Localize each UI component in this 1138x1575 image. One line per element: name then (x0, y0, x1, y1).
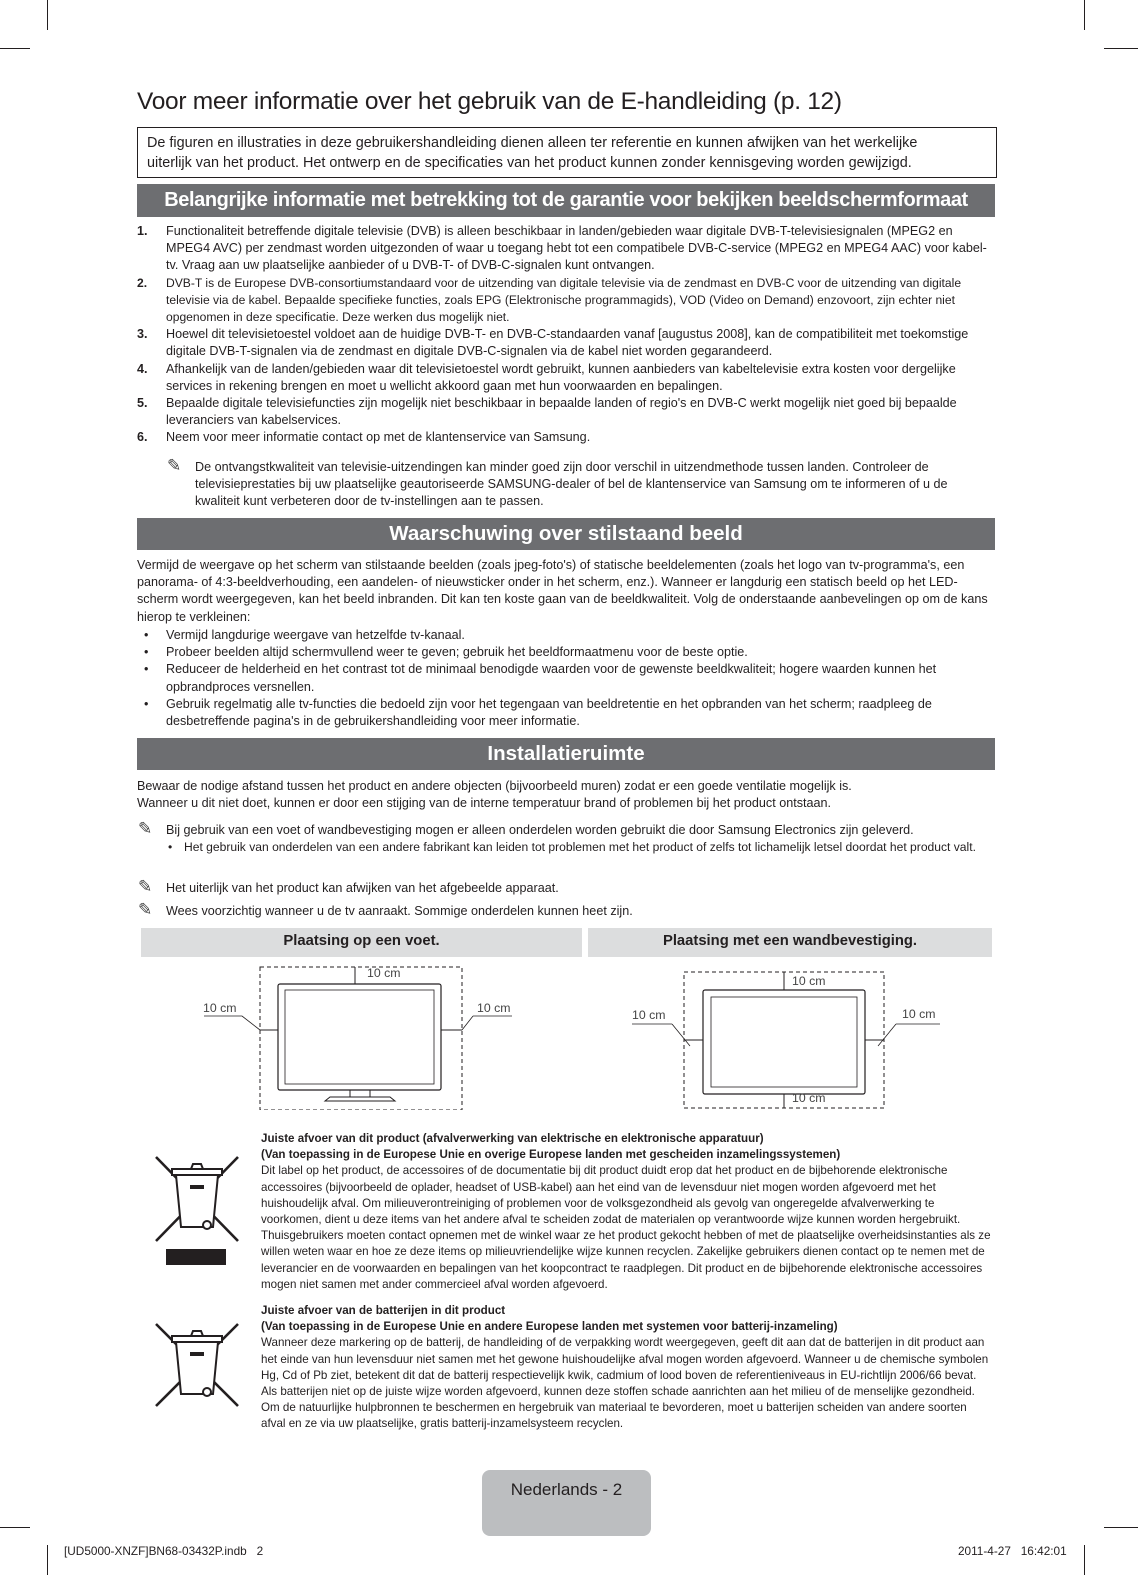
page-number-tab (482, 1470, 651, 1536)
list-item: 4. Afhankelijk van de landen/gebieden waar dit televisietoestel wordt gebruikt, kunnen aanbieders van kabeltelevisie extra kosten voor dergelijke services in rekening brengen en moet u wellicht akkoord gaan met hun voorwaarden en bepalingen. (137, 361, 956, 393)
dimension-label: 10 cm (792, 974, 826, 988)
crossed-out-battery-bin-icon (152, 1322, 244, 1408)
crop-mark (1104, 48, 1138, 49)
list-item: 5. Bepaalde digitale televisiefuncties zijn mogelijk niet beschikbaar in bepaalde landen of regio's en DVB-C werkt mogelijk niet goed bij bepaalde leveranciers van kabelservices. (137, 396, 957, 428)
warranty-note: ✎ De ontvangstkwaliteit van televisie-uitzendingen kan minder goed zijn door verschil in uitzendmethode tussen landen. Controleer de televisieprestaties bij uw plaatselijke geautoriseerde SAMSUNG-dealer of bel de klantenservice van Samsung om te informeren of u de kwaliteit kunt verbeteren door de tv-instellingen aan te passen. (167, 456, 948, 509)
tv-on-stand-illustration (190, 960, 560, 1110)
section-header-installation (137, 738, 995, 770)
still-image-intro: Vermijd de weergave op het scherm van stilstaande beelden (zoals jpeg-foto's) of statische beeldelementen (zoals het logo van tv-programma's, een panorama- of 4:3-beeldverhouding, een aandelen- of nieuwsticker onder in het scherm, enz.). Wanneer er langdurig een statisch beeld op het LED-scherm wordt weergegeven, kan het beeld inbranden. Dit kan ten koste gaan van de beeldkwaliteit. Volg de onderstaande aanbevelingen op om de kans hierop te verkleinen: (137, 558, 988, 624)
warranty-list (137, 223, 997, 447)
list-item: 2. DVB-T is de Europese DVB-consortiumstandaard voor de uitzending van digitale televisie via de zendmast en DVB-C voor de uitzending van digitale televisie via de kabel. Bepaalde specifieke functies, zoals EPG (Elektronische programmagids), VOD (Video on Demand) enzovoort, zijn echter niet opgenomen in deze specificatie. Deze werken dus mogelijk niet. (137, 275, 962, 325)
page-number: Nederlands - 2 (510, 1480, 623, 1499)
dimension-label: 10 cm (477, 1001, 511, 1015)
battery-disposal-text: Juiste afvoer van de batterijen in dit product (Van toepassing in de Europese Unie en andere Europese landen met systemen voor batterij-inzameling) Wanneer deze markering op de batterij, de handleiding of de verpakking wordt weergegeven, geeft dit aan dat de batterijen in dit product aan het einde van hun levensduur niet samen met het gewone huishoudelijke afval mogen worden afgevoerd. Wanneer u de chemische symbolen Hg, Cd of Pb ziet, betekent dit dat de batterij respectievelijk kwik, cadmium of lood boven de referentieniveaus in EU-richtlijn 2006/66 bevat. Als batterijen niet op de juiste wijze worden afgevoerd, kunnen deze stoffen schade aanrichten aan het milieu of de menselijke gezondheid. Om de natuurlijke hulpbronnen te beschermen en hergebruik van materiaal te bevorderen, moet u batterijen scheiden van andere soorten afval en ze via uw plaatselijke, gratis batterij-inzamelsysteem recyclen. (261, 1304, 989, 1431)
section-title: Waarschuwing over stilstaand beeld (389, 522, 743, 545)
product-disposal-text: Juiste afvoer van dit product (afvalverwerking van elektrische en elektronische apparatuur) (Van toepassing in de Europese Unie en overige Europese landen met gescheiden inzamelingssystemen) Dit label op het product, de accessoires of de documentatie bij dit product duidt erop dat het product en de bijbehorende elektronische accessoires (bijvoorbeeld de oplader, headset of USB-kabel) aan het eind van de levensduur niet mogen worden afgevoerd met het huishoudelijk afval. Om milieuverontreiniging of problemen voor de volksgezondheid als gevolg van ongeregelde afvalverwerking te voorkomen, dient u deze items van het andere afval te scheiden zodat de materialen op verantwoorde wijze kunnen worden hergebruikt. Thuisgebruikers moeten contact opnemen met de winkel waar ze het product gekocht hebben of met de plaatselijke overheidsinstanties als ze willen weten waar en hoe ze deze items op milieuvriendelijke wijze kunnen recyclen. Zakelijke gebruikers dienen contact op te nemen met de leverancier en de voorwaarden en bepalingen van het koopcontract te raadplegen. Dit product en de bijbehorende elektronische accessoires mogen niet samen met ander commercieel afval worden afgevoerd. (261, 1132, 991, 1291)
crop-mark (47, 1545, 48, 1575)
crop-mark (1104, 1527, 1138, 1528)
print-timestamp: 2011-4-27 16:42:01 (958, 1544, 1067, 1558)
section-header-warranty (137, 184, 995, 217)
crop-mark (47, 0, 48, 30)
section-title: Belangrijke informatie met betrekking tot de garantie voor bekijken beeldschermformaat (164, 189, 968, 211)
disclaimer-line: De figuren en illustraties in deze gebruikershandleiding dienen alleen ter referentie en kunnen afwijken van het werkelijke (147, 135, 918, 151)
dimension-label: 10 cm (203, 1001, 237, 1015)
crop-mark (1084, 1545, 1085, 1575)
dimension-label: 10 cm (367, 966, 401, 980)
list-item: 6. Neem voor meer informatie contact op met de klantenservice van Samsung. (137, 430, 591, 445)
wall-placement-header: Plaatsing met een wandbevestiging. (588, 928, 992, 957)
installation-note: ✎ Wees voorzichtig wanneer u de tv aanraakt. Sommige onderdelen kunnen heet zijn. (138, 900, 633, 919)
list-item: 1. Functionaliteit betreffende digitale televisie (DVB) is alleen beschikbaar in landen/gebieden waar digitale DVB-T-televisiesignalen (MPEG2 en MPEG4 AVC) per zendmast worden uitgezonden of waar u toegang hebt tot een compatibele DVB-C-service (MPEG2 en MPEG4 AAC) voor kabel-tv. Vraag aan uw plaatselijke aanbieder of u DVB-T- of DVB-C-signalen kunt ontvangen. (137, 224, 987, 273)
installation-text: Bewaar de nodige afstand tussen het product en andere objecten (bijvoorbeeld muren) zodat er een goede ventilatie mogelijk is. Wanneer u dit niet doet, kunnen er door een stijging van de interne temperatuur brand of problemen bij het product ontstaan. (137, 779, 852, 811)
disclaimer-box (137, 127, 997, 178)
crop-mark (0, 48, 30, 49)
section-title: Installatieruimte (487, 742, 645, 765)
installation-note: ✎ Het uiterlijk van het product kan afwijken van het afgebeelde apparaat. (138, 877, 559, 896)
section-header-still-image (137, 518, 995, 550)
file-info: [UD5000-XNZF]BN68-03432P.indb 2 (64, 1544, 264, 1558)
list-item: • Vermijd langdurige weergave van hetzelfde tv-kanaal. (137, 627, 997, 644)
disclaimer-line: uiterlijk van het product. Het ontwerp en de specificaties van het product kunnen zonder kennisgeving worden gewijzigd. (147, 155, 912, 171)
stand-placement-header: Plaatsing op een voet. (141, 928, 582, 957)
installation-note: ✎ Bij gebruik van een voet of wandbevestiging mogen er alleen onderdelen worden gebruikt die door Samsung Electronics zijn geleverd. (138, 819, 914, 838)
note-pencil-icon: ✎ (138, 900, 153, 919)
note-pencil-icon: ✎ (167, 456, 182, 475)
list-item: 3. Hoewel dit televisietoestel voldoet aan de huidige DVB-T- en DVB-C-standaarden vanaf [augustus 2008], kan de compatibiliteit met toekomstige digitale DVB-T-signalen via de zendmast en digitale DVB-C-signalen via de kabel niet worden gegarandeerd. (137, 327, 969, 359)
list-item: • Probeer beelden altijd schermvullend weer te geven; gebruik het beeldformaatmenu voor de beste optie. (137, 644, 997, 661)
crossed-out-bin-icon (152, 1155, 244, 1267)
list-item: • Reduceer de helderheid en het contrast tot de minimaal benodigde waarden voor de gewenste beeldkwaliteit; hogere waarden kunnen het opbrandproces versnellen. (137, 661, 997, 695)
note-pencil-icon: ✎ (138, 819, 153, 838)
tv-wall-mount-illustration (628, 966, 948, 1112)
installation-sub-bullet: • Het gebruik van onderdelen van een andere fabrikant kan leiden tot problemen met het product of zelfs tot lichamelijk letsel doordat het product valt. (184, 839, 984, 856)
dimension-label: 10 cm (902, 1007, 936, 1021)
page-title: Voor meer informatie over het gebruik van de E-handleiding (p. 12) (137, 88, 842, 115)
list-item: • Gebruik regelmatig alle tv-functies die bedoeld zijn voor het tegengaan van beeldretentie en het opbranden van het scherm; raadpleeg de desbetreffende pagina's in de gebruikershandleiding voor meer informatie. (137, 696, 997, 730)
dimension-label: 10 cm (632, 1008, 666, 1022)
note-pencil-icon: ✎ (138, 877, 153, 896)
dimension-label: 10 cm (792, 1091, 826, 1105)
crop-mark (1084, 0, 1085, 30)
crop-mark (0, 1527, 30, 1528)
still-image-bullets (137, 627, 997, 730)
